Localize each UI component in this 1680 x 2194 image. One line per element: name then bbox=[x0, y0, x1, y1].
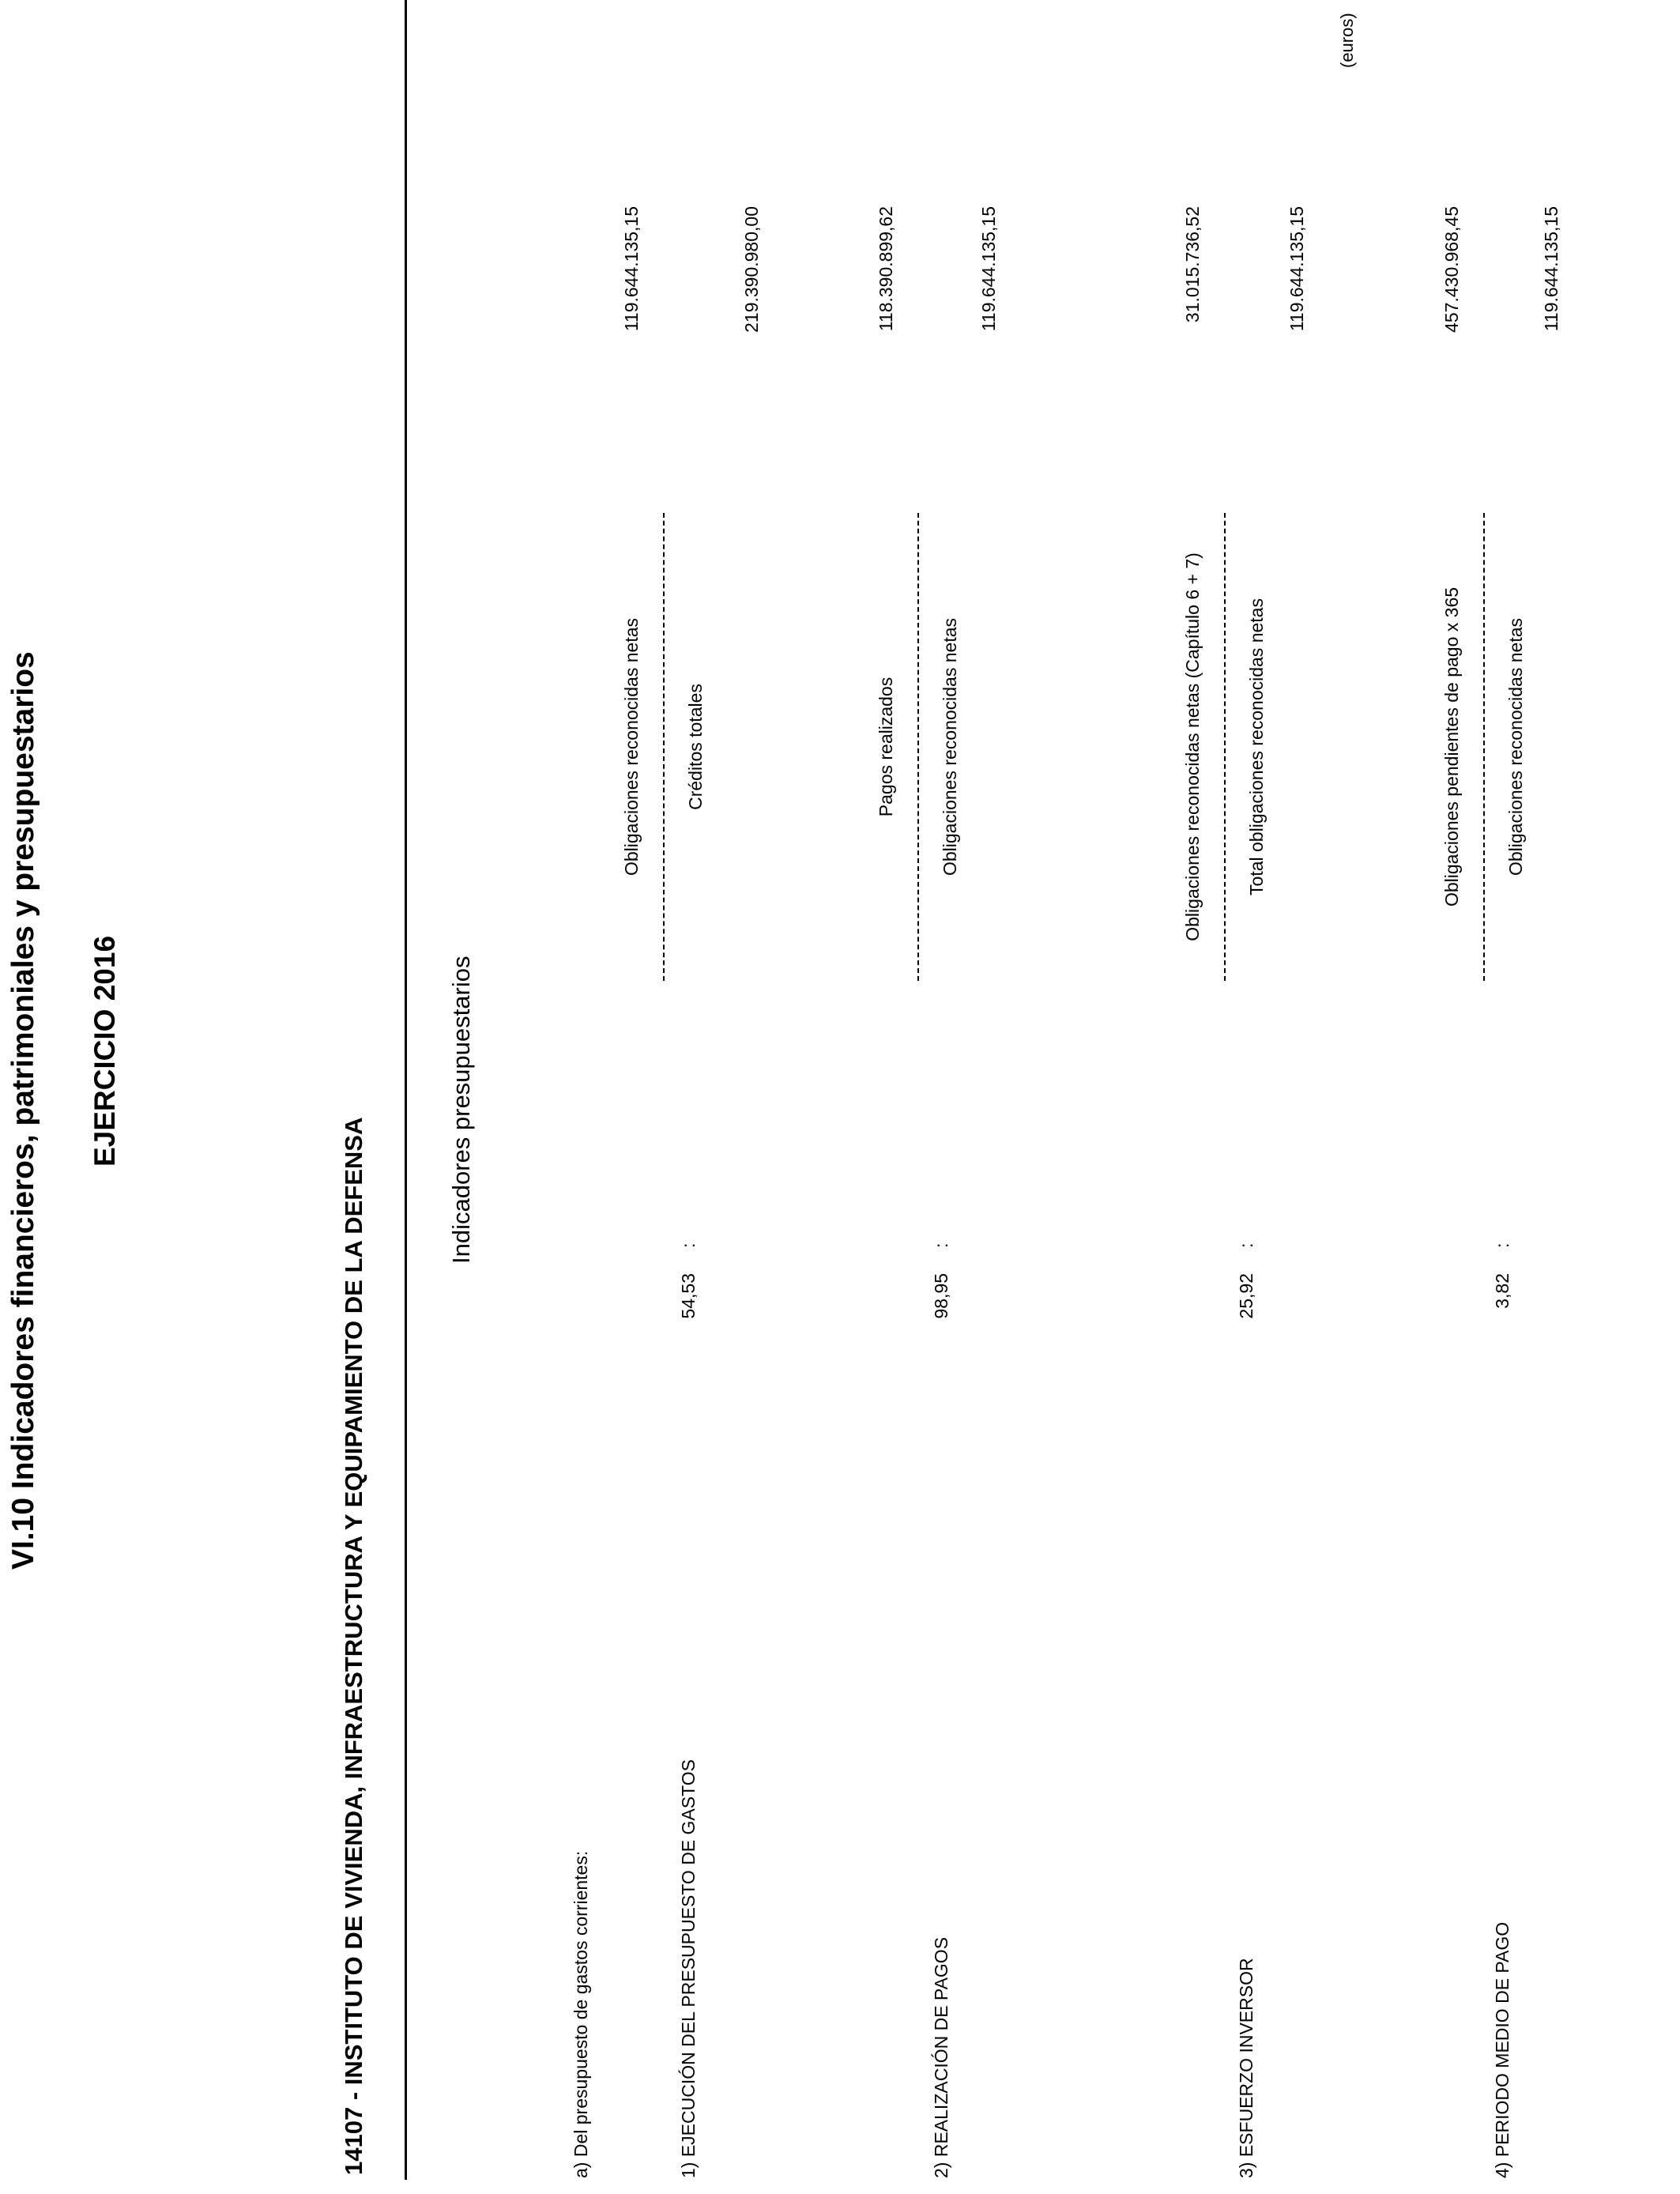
fraction-line bbox=[1483, 513, 1485, 981]
denominator-amount: 119.644.135,15 bbox=[1541, 206, 1561, 332]
fraction-numerator: Pagos realizados bbox=[876, 677, 896, 817]
header-divider bbox=[405, 0, 407, 2180]
fraction-numerator: Obligaciones pendientes de pago x 365 bbox=[1441, 586, 1462, 907]
numerator-amount: 457.430.968,45 bbox=[1441, 206, 1462, 333]
denominator-amount: 219.390.980,00 bbox=[741, 206, 762, 333]
indicator-value: 25,92 bbox=[1236, 1273, 1256, 1319]
indicator-label: 2) REALIZACIÓN DE PAGOS bbox=[931, 1936, 951, 2178]
numerator-amount: 119.644.135,15 bbox=[621, 206, 642, 332]
fraction-denominator: Obligaciones reconocidas netas bbox=[1505, 617, 1526, 876]
fraction-denominator: Créditos totales bbox=[685, 684, 706, 810]
indicator-fraction bbox=[876, 513, 961, 981]
indicator-value: 98,95 bbox=[931, 1273, 951, 1319]
indicator-fraction bbox=[1182, 513, 1268, 981]
group-label: a) Del presupuesto de gastos corrientes: bbox=[571, 1850, 591, 2178]
indicator-colon: : bbox=[1236, 1242, 1256, 1248]
entity-title: 14107 - INSTITUTO DE VIVIENDA, INFRAESTRUCTURA Y EQUIPAMIENTO DE LA DEFENSA bbox=[340, 1117, 367, 2175]
units-label: (euros) bbox=[1337, 13, 1357, 68]
indicator-colon: : bbox=[678, 1242, 699, 1248]
fraction-denominator: Total obligaciones reconocidas netas bbox=[1246, 598, 1267, 895]
fraction-denominator: Obligaciones reconocidas netas bbox=[940, 617, 960, 876]
indicator-label: 4) PERIODO MEDIO DE PAGO bbox=[1492, 1921, 1512, 2178]
fraction-numerator: Obligaciones reconocidas netas (Capítulo 6 + 7) bbox=[1182, 552, 1203, 941]
indicator-value: 54,53 bbox=[678, 1273, 699, 1319]
indicator-label: 1) EJECUCIÓN DEL PRESUPUESTO DE GASTOS bbox=[678, 1759, 699, 2178]
indicator-colon: : bbox=[931, 1242, 951, 1248]
indicator-colon: : bbox=[1492, 1242, 1512, 1248]
indicator-value: 3,82 bbox=[1492, 1273, 1512, 1309]
section-title: Indicadores presupuestarios bbox=[447, 956, 475, 1264]
indicator-fraction bbox=[1441, 513, 1527, 981]
document-title: VI.10 Indicadores financieros, patrimoniales y presupuestarios bbox=[6, 651, 40, 1570]
fraction-line bbox=[917, 513, 919, 981]
exercise-title: EJERCICIO 2016 bbox=[89, 935, 121, 1167]
fraction-line bbox=[663, 513, 665, 981]
numerator-amount: 118.390.899,62 bbox=[876, 206, 896, 332]
numerator-amount: 31.015.736,52 bbox=[1182, 206, 1203, 323]
denominator-amount: 119.644.135,15 bbox=[1286, 206, 1307, 332]
indicator-fraction bbox=[621, 513, 706, 981]
indicator-label: 3) ESFUERZO INVERSOR bbox=[1236, 1958, 1256, 2178]
fraction-numerator: Obligaciones reconocidas netas bbox=[621, 617, 642, 876]
fraction-line bbox=[1224, 513, 1226, 981]
denominator-amount: 119.644.135,15 bbox=[978, 206, 999, 332]
